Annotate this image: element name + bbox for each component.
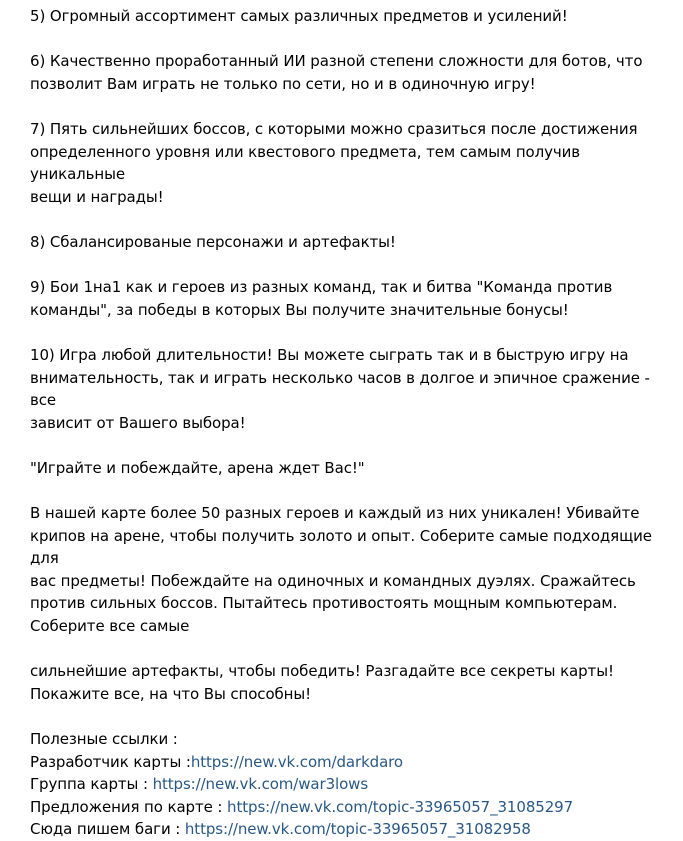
text-line: внимательность, так и играть несколько часов в долгое и эпичное сражение - все (30, 368, 650, 410)
useful-links (30, 728, 670, 841)
link-suggestions (30, 796, 670, 819)
text-line: зависит от Вашего выбора! (30, 413, 246, 432)
text-line: определенного уровня или квестового предмета, тем самым получив уникальные (30, 142, 581, 184)
text-line: крипов на арене, чтобы получить золото и опыт. Соберите самые подходящие для (30, 526, 652, 568)
text-line: Соберите все самые (30, 617, 190, 636)
text-line: позволит Вам играть не только по сети, но и в одиночную игру! (30, 74, 536, 93)
links-heading: Полезные ссылки : (30, 730, 178, 748)
text-line: 9) Бои 1на1 как и героев из разных команд, так и битва "Команда против (30, 278, 613, 297)
link-developer (30, 751, 670, 774)
text-line: 6) Качественно проработанный ИИ разной степени сложности для ботов, что (30, 52, 643, 71)
text-line: против сильных боссов. Пытайтесь противостоять мощным компьютерам. (30, 594, 618, 613)
text-line: 7) Пять сильнейших боссов, с которыми можно сразиться после достижения (30, 119, 638, 138)
link-label: Разработчик карты : (30, 752, 191, 771)
post-text (30, 5, 670, 841)
text-line: 8) Сбалансированые персонажи и артефакты! (30, 232, 396, 251)
text-line: вас предметы! Побеждайте на одиночных и командных дуэлях. Сражайтесь (30, 571, 636, 590)
paragraph-slogan (30, 457, 670, 480)
paragraph-9 (30, 276, 670, 321)
text-line: сильнейшие артефакты, чтобы победить! Разгадайте все секреты карты! (30, 662, 614, 681)
paragraph-artifacts (30, 660, 670, 705)
suggestions-link[interactable]: https://new.vk.com/topic-33965057_31085297 (227, 797, 574, 816)
group-link[interactable]: https://new.vk.com/war3lows (152, 775, 369, 794)
bugs-link[interactable]: https://new.vk.com/topic-33965057_31082958 (184, 820, 531, 839)
text-line: Покажите все, на что Вы способны! (30, 684, 312, 703)
text-line: вещи и награды! (30, 187, 164, 206)
paragraph-8 (30, 231, 670, 254)
text-line: В нашей карте более 50 разных героев и каждый из них уникален! Убивайте (30, 504, 640, 523)
paragraph-7 (30, 118, 670, 208)
text-line: "Играйте и побеждайте, арена ждет Вас!" (30, 458, 365, 477)
paragraph-10 (30, 344, 670, 434)
link-label: Сюда пишем баги : (30, 820, 185, 839)
text-line: команды", за победы в которых Вы получите значительные бонусы! (30, 300, 569, 319)
link-label: Группа карты : (30, 775, 153, 794)
link-bugs (30, 818, 670, 841)
link-label: Предложения по карте : (30, 797, 228, 816)
text-line: 5) Огромный ассортимент самых различных предметов и усилений! (30, 7, 568, 25)
paragraph-6 (30, 50, 670, 95)
text-line: 10) Игра любой длительности! Вы можете сыграть так и в быструю игру на (30, 345, 629, 364)
paragraph-description (30, 502, 670, 638)
link-group (30, 773, 670, 796)
developer-link[interactable]: https://new.vk.com/darkdaro (190, 752, 403, 771)
paragraph-5 (30, 5, 670, 28)
